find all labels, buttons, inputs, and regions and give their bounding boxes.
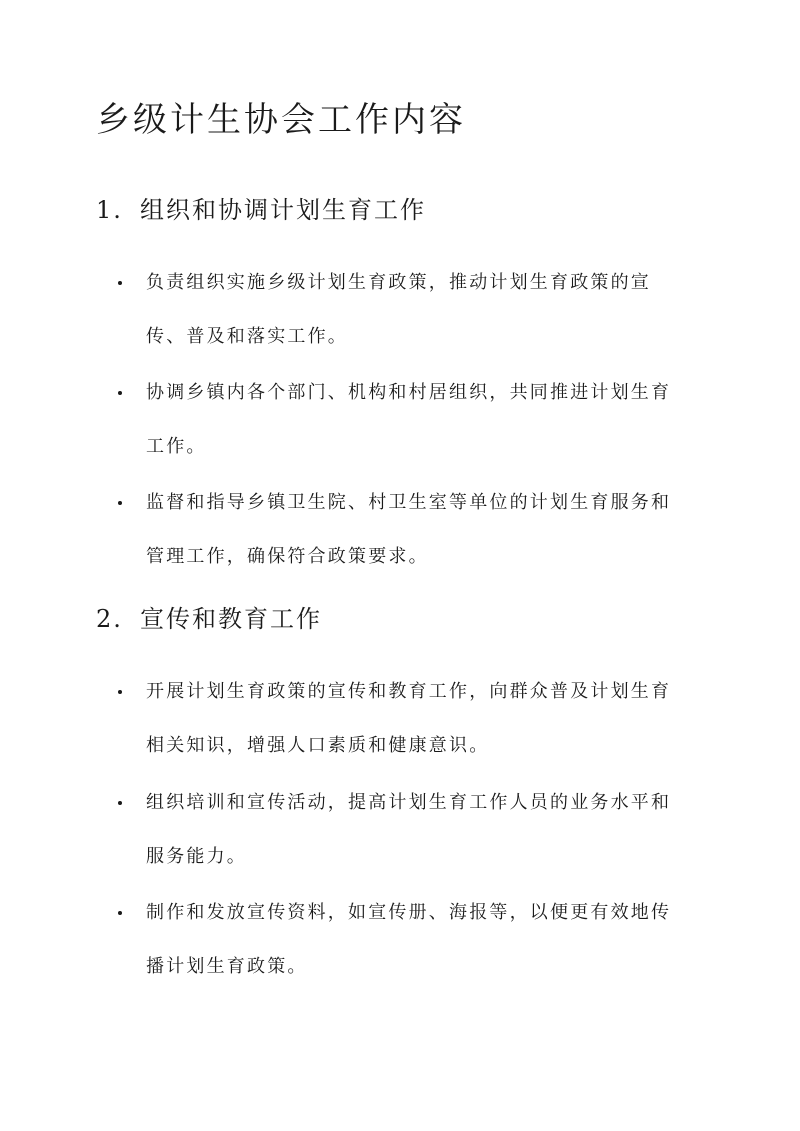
bullet-icon <box>118 391 122 395</box>
list-item <box>118 256 678 364</box>
list-item-text: 监督和指导乡镇卫生院、村卫生室等单位的计划生育服务和管理工作，确保符合政策要求。 <box>146 492 672 567</box>
section-title: 宣传和教育工作 <box>140 605 322 633</box>
section-number: 1. <box>96 196 123 224</box>
bullet-icon <box>118 911 122 915</box>
bullet-icon <box>118 501 122 505</box>
list-item-text: 负责组织实施乡级计划生育政策，推动计划生育政策的宣传、普及和落实工作。 <box>146 272 651 347</box>
list-item <box>118 665 678 773</box>
bullet-icon <box>118 801 122 805</box>
document-title: 乡级计生协会工作内容 <box>96 100 466 140</box>
list-item-text: 开展计划生育政策的宣传和教育工作，向群众普及计划生育相关知识，增强人口素质和健康意识。 <box>146 681 672 756</box>
list-item <box>118 886 678 994</box>
list-item-text: 组织培训和宣传活动，提高计划生育工作人员的业务水平和服务能力。 <box>146 792 672 867</box>
list-item-text: 制作和发放宣传资料，如宣传册、海报等，以便更有效地传播计划生育政策。 <box>146 902 672 977</box>
section-heading-2 <box>96 601 322 637</box>
list-item-text: 协调乡镇内各个部门、机构和村居组织，共同推进计划生育工作。 <box>146 382 672 457</box>
section-title: 组织和协调计划生育工作 <box>140 196 426 224</box>
bullet-icon <box>118 690 122 694</box>
section-heading-1 <box>96 192 426 228</box>
list-item <box>118 476 678 584</box>
list-item <box>118 776 678 884</box>
section-number: 2. <box>96 605 123 633</box>
list-item <box>118 366 678 474</box>
bullet-icon <box>118 281 122 285</box>
